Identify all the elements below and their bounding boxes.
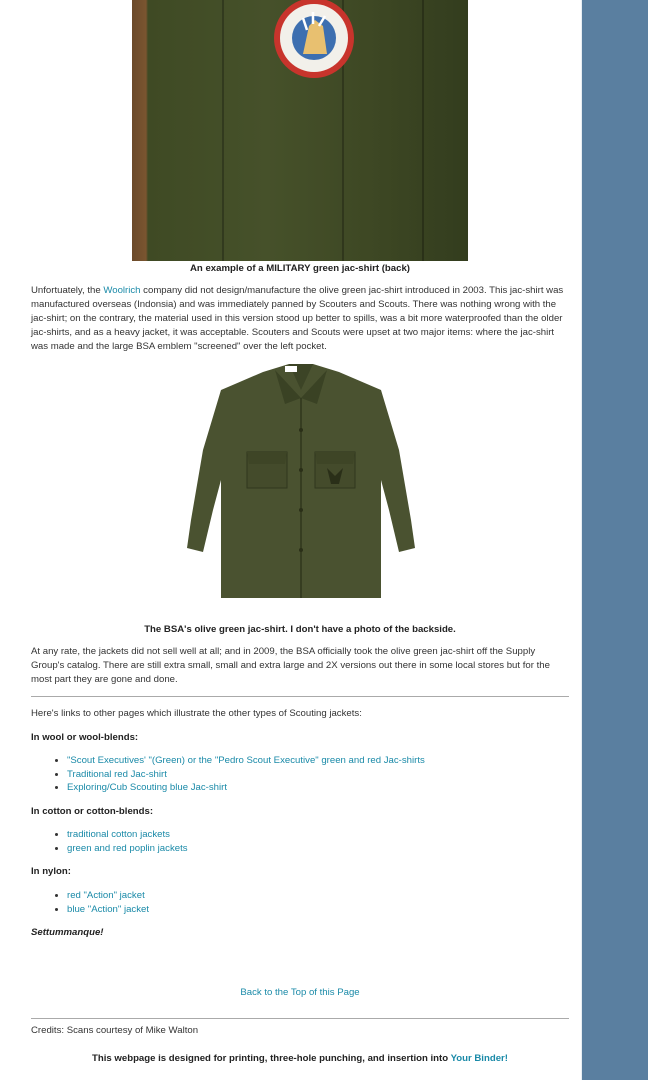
wool-heading: In wool or wool-blends:: [31, 732, 139, 743]
list-item: [67, 754, 425, 768]
back-to-top-link[interactable]: Back to the Top of this Page: [240, 987, 360, 998]
list-item: [67, 781, 425, 795]
links-intro: Here's links to other pages which illustrate the other types of Scouting jackets:: [31, 708, 362, 719]
cotton-links-list: [31, 828, 188, 855]
scout-executives-link[interactable]: "Scout Executives' "(Green) or the "Pedro Scout Executive" green and red Jac-shirts: [67, 755, 425, 766]
military-jac-shirt-photo: [132, 0, 468, 261]
woolrich-link[interactable]: Woolrich: [103, 285, 141, 296]
olive-green-jac-shirt-photo: [185, 360, 417, 615]
nylon-links-list: [31, 889, 149, 916]
list-item: [67, 842, 188, 856]
photo2-caption: The BSA's olive green jac-shirt. I don't have a photo of the backside.: [144, 624, 456, 635]
para1-text-before: Unfortuately, the: [31, 285, 104, 296]
footer-note: [0, 1052, 600, 1066]
signoff: Settummanque!: [31, 927, 104, 938]
credits: Credits: Scans courtesy of Mike Walton: [31, 1025, 199, 1036]
back-to-top-container: [0, 986, 600, 1000]
exploring-blue-link[interactable]: Exploring/Cub Scouting blue Jac-shirt: [67, 782, 227, 793]
woolrich-paragraph: [31, 284, 571, 354]
order-of-the-arrow-patch-icon: [273, 0, 355, 82]
right-sidebar: [581, 0, 648, 1080]
sales-paragraph: At any rate, the jackets did not sell well at all; and in 2009, the BSA officially took the olive green jac-shirt off the Supply Group's catalog. There are still extra small, small and extra large and 2X versions out there in some local stores but for the most part they are gone and done.: [31, 646, 550, 685]
footer-text: This webpage is designed for printing, three-hole punching, and insertion into: [92, 1053, 451, 1064]
wool-links-list: [31, 754, 425, 795]
your-binder-link[interactable]: Your Binder!: [450, 1053, 508, 1064]
list-item: [67, 768, 425, 782]
traditional-cotton-link[interactable]: traditional cotton jackets: [67, 829, 170, 840]
patch-subtext: [132, 0, 133, 1]
divider: [31, 696, 569, 697]
red-action-link[interactable]: red "Action" jacket: [67, 890, 145, 901]
list-item: [67, 903, 149, 917]
photo1-caption: An example of a MILITARY green jac-shirt (back): [190, 263, 410, 274]
poplin-jackets-link[interactable]: green and red poplin jackets: [67, 842, 188, 854]
list-item: [67, 889, 149, 903]
divider: [31, 1018, 569, 1019]
cotton-heading: In cotton or cotton-blends:: [31, 806, 154, 817]
patch-text: [132, 0, 133, 1]
blue-action-link[interactable]: blue "Action" jacket: [67, 903, 150, 915]
nylon-heading: In nylon:: [31, 866, 71, 877]
list-item: [67, 828, 188, 842]
para1-text-after: company did not design/manufacture the olive green jac-shirt introduced in 2003. This jac-shirt was manufactured overseas (Indonsia) and was immediately panned by Scouters and Scouts. There was nothing wrong with the jac-shirt; on the contrary, the material used in this version stood up better to spills, was a bit more waterproofed than the older jac-shirts, and as a heavy jacket, it was acceptable. Scouters and Scouts were upset at two major items: where the jac-shirt was made and the large BSA emblem "screened" over the left pocket.: [31, 285, 564, 352]
traditional-red-link[interactable]: Traditional red Jac-shirt: [67, 768, 167, 780]
